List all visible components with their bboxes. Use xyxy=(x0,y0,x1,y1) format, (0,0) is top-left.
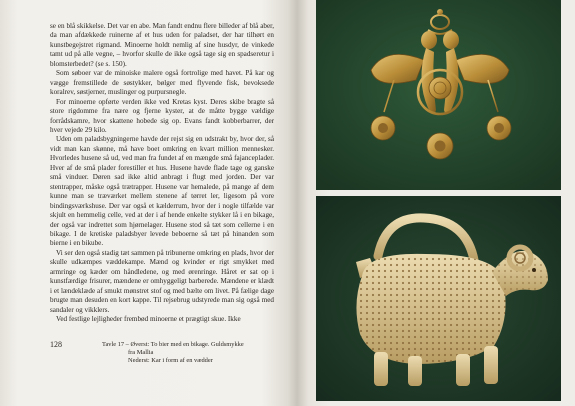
paragraph: se en blå skikkelse. Det var en abe. Man fandt endnu flere billeder af blå aber, da man afdækkede ruinerne af et hus uden for paladset, der har tilhørt en kunstbegejstret rigmand. Minoerne holdt nemlig af sine husdyr, de vinkede tamt ud på alle vegne, – hvorfor skulle de ikke også tage sig en spadseretur i blomsterbedet? (se s. 150). xyxy=(50,22,274,68)
paragraph: For minoerne opførte verden ikke ved Kretas kyst. Deres skibe bragte så store rigdomme fra nære og fjerne kyster, at de måtte bygge vældige forrådskamre, hvor skattene hobede sig op. Evans fandt kobberbarrer, der hver vejede 29 kilo. xyxy=(50,97,274,134)
paragraph: Vi ser den også stadig tæt sammen på tribunerne omkring en plads, hvor der skulle udkæmpes væddekampe. Mænd og kvinder er rigt smykket med armringe og kæder om håndledene, og med ørenringe. Håret er sat op i kunstfærdige frisurer, mændene er omhyggeligt barberede. Mændene er klædt i et lændeklæde af smukt mønstret stof og med bælte om livet. På fælige dage brugte man desuden en kort kappe. Til rejsebrug udstyrede man sig også med sandaler og vikklers. xyxy=(50,248,274,314)
ram-vessel-image xyxy=(316,196,561,401)
body-text xyxy=(50,22,274,325)
caption-line: Tavle 17 – Øverst: To bier med en bikage. Guldsmykke xyxy=(102,341,244,348)
paragraph: Uden om paladsbygningerne havde der rejst sig en udstrakt by, hvor der, så vidt man kan skønne, må have boet omkring en kvart million mennesker. Hvorledes husene så ud, ved man fra fundet af en mængde små fajanceplader. Hver af de små plader forestiller et hus. Husene havde flade tage og ganske små vinduer. Døren sad ikke altid anbragt i flugt med jorden. Der var stentrapper, måske også trætrapper. Husene var hemalede, på mange af dem kunne man se træværket mellem stenene af tørret ler, ligesom på vore bindingsværkshuse. Der var også et kælderrum, hvor der i nogle tilfælde var skjult en hemmelig celle, ved at der i af hende enkelte stykker lå i en bikage, der også var indrettet som hjørnelager. Husene stod så tæt som cellerne i en bikage. I de kretiske paladsbyer levede beboerne så tæt på hinanden som bierne i en bikube. xyxy=(50,135,274,248)
plate-caption xyxy=(102,341,282,366)
bee-pendant-image xyxy=(316,0,561,190)
caption-line: Nederst: Kar i form af en vædder xyxy=(128,357,213,365)
paragraph: Ved festlige lejligheder frembød minoerne et prægtigt skue. Ikke xyxy=(56,315,241,324)
paragraph: Som søboer var de minoiske malere også fortrolige med havet. På kar og vægge fremstillede de søstykker, bølger med flyvende fisk, bevoksede koralrev, søstjerner, muslinger og purpursnegle. xyxy=(50,69,274,97)
page-number: 128 xyxy=(50,340,62,349)
ram-vessel-photo xyxy=(316,196,561,401)
caption-line: fra Mallia xyxy=(128,349,154,357)
bee-pendant-photo xyxy=(316,0,561,190)
